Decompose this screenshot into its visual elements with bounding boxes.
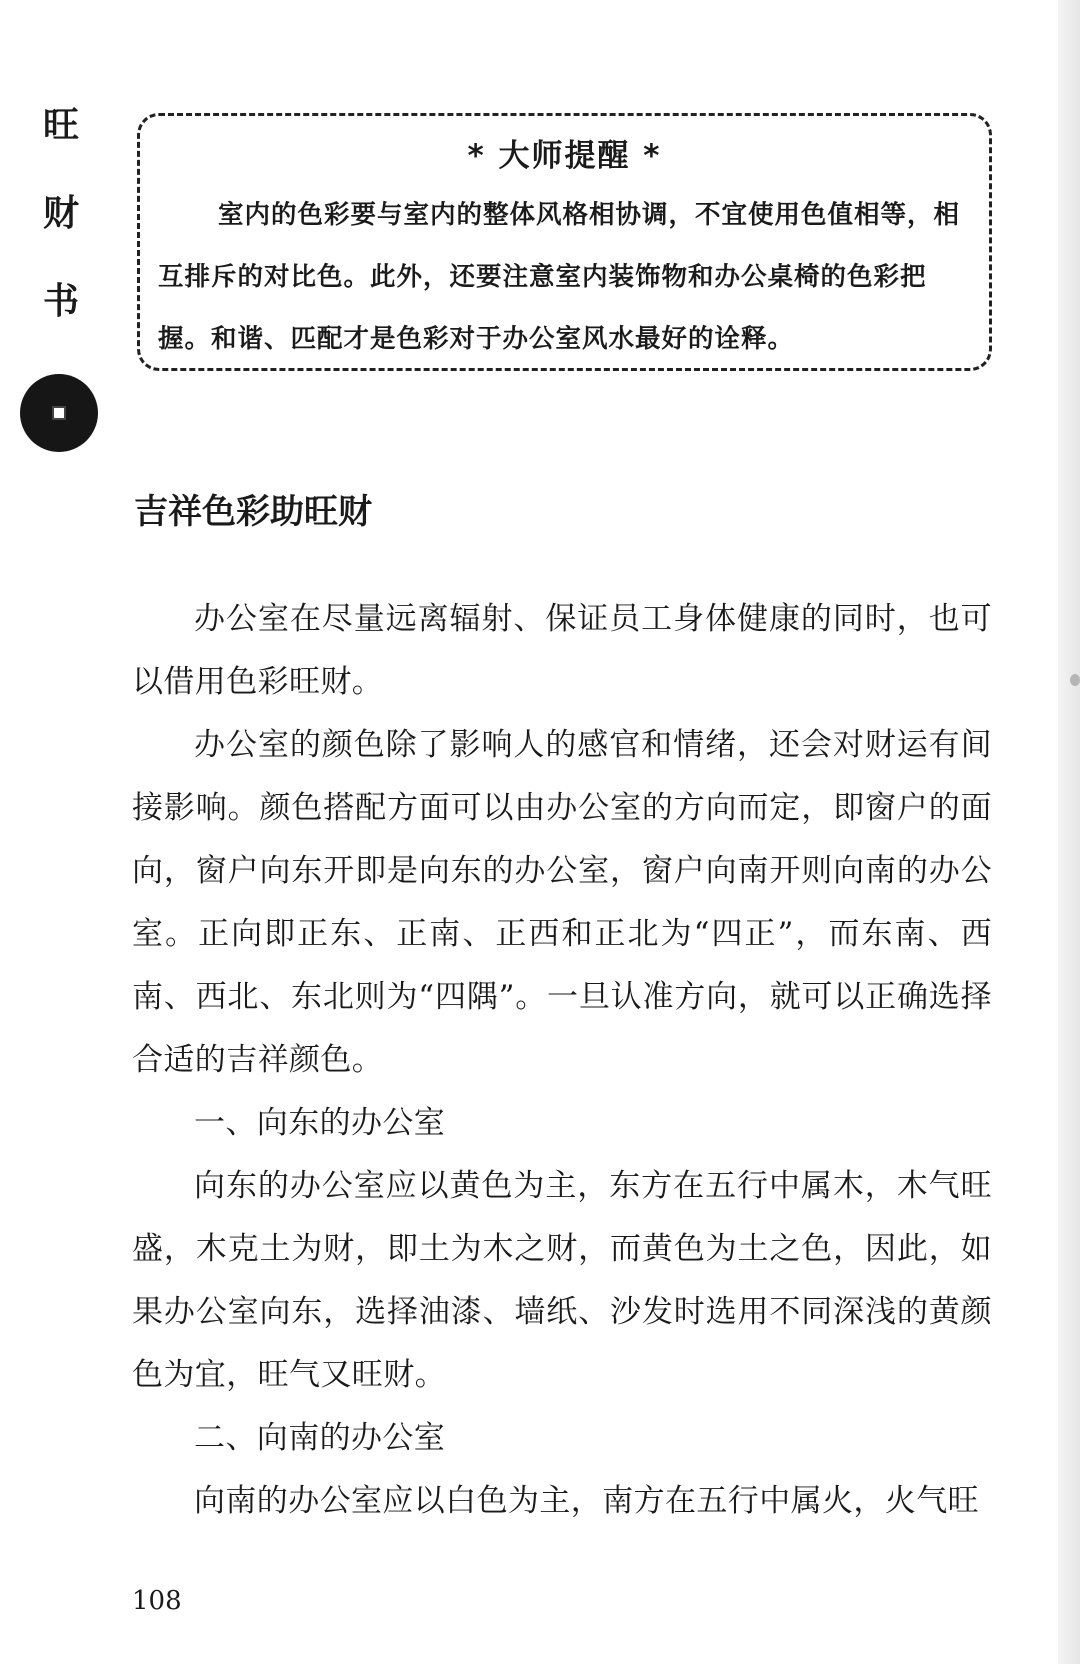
- paragraph: 向南的办公室应以白色为主，南方在五行中属火，火气旺: [194, 1483, 979, 1519]
- side-title-char-3: 书: [42, 281, 79, 322]
- tip-text: 室内的色彩要与室内的整体风格相协调，不宜使用色值相等，相互排斥的对比色。此外，还要注意室内装饰物和办公桌椅的色彩把握。和谐、匹配才是色彩对于办公室风水最好的诠释。: [158, 200, 961, 354]
- page-number: 108: [132, 1586, 182, 1616]
- master-tip-box: [137, 113, 992, 371]
- section-heading: 吉祥色彩助旺财: [134, 492, 372, 532]
- coin-hole: [52, 406, 66, 420]
- body-text: [132, 588, 992, 1533]
- subheading: 一、向东的办公室: [194, 1105, 446, 1141]
- page-edge-mark: [1070, 674, 1080, 686]
- paragraph: 办公室在尽量远离辐射、保证员工身体健康的同时，也可以借用色彩旺财。: [132, 601, 992, 700]
- paragraph: 向东的办公室应以黄色为主，东方在五行中属木，木气旺盛，木克土为财，即土为木之财，而黄色为土之色，因此，如果办公室向东，选择油漆、墙纸、沙发时选用不同深浅的黄颜色为宜，旺气又旺财。: [132, 1168, 992, 1393]
- side-title-char-1: 旺: [42, 105, 79, 146]
- coin-icon: [20, 374, 98, 452]
- page-edge-shadow: [1058, 0, 1080, 1664]
- tip-title: * 大师提醒 *: [467, 138, 662, 174]
- subheading: 二、向南的办公室: [194, 1420, 446, 1456]
- side-title-char-2: 财: [42, 193, 79, 234]
- book-side-title: [34, 105, 88, 372]
- paragraph: 办公室的颜色除了影响人的感官和情绪，还会对财运有间接影响。颜色搭配方面可以由办公室的方向而定，即窗户的面向，窗户向东开即是向东的办公室，窗户向南开则向南的办公室。正向即正东、正南、正西和正北为“四正”，而东南、西南、西北、东北则为“四隅”。一旦认准方向，就可以正确选择合适的吉祥颜色。: [132, 727, 992, 1078]
